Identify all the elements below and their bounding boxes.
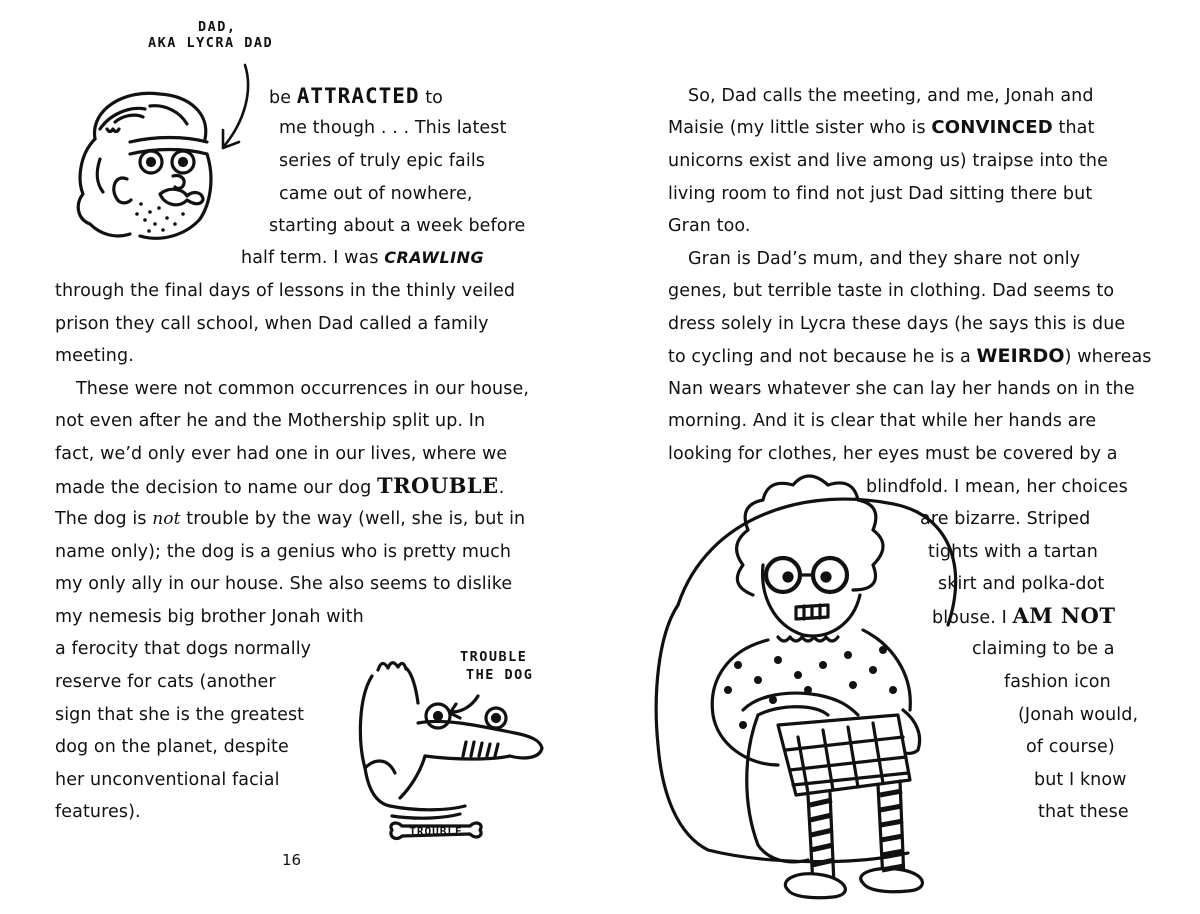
dog-illustration (350, 648, 550, 848)
right-line-5: Gran too. (668, 216, 751, 236)
left-line-6: half term. I was CRAWLING (241, 248, 485, 268)
right-line-1: So, Dad calls the meeting, and me, Jonah and (688, 86, 1094, 106)
left-line-21: dog on the planet, despite (55, 737, 289, 757)
dog-caption-line1: TROUBLE (460, 649, 528, 665)
right-line-19: fashion icon (1004, 672, 1111, 692)
left-line-1: be ATTRACTED to (269, 84, 443, 108)
dog-caption-line2: THE DOG (466, 667, 534, 683)
dad-arrow-icon (215, 60, 255, 155)
left-line-11: not even after he and the Mothership split up. In (55, 411, 486, 431)
left-line-10: These were not common occurrences in our house, (76, 379, 529, 399)
left-line-13: made the decision to name our dog TROUBLE. (55, 473, 505, 498)
right-line-7: genes, but terrible taste in clothing. Dad seems to (668, 281, 1115, 301)
right-line-23: that these (1038, 802, 1129, 822)
left-line-5: starting about a week before (269, 216, 526, 236)
right-line-3: unicorns exist and live among us) traipse into the (668, 151, 1108, 171)
left-line-15: name only); the dog is a genius who is pretty much (55, 542, 512, 562)
convinced-emphasis: CONVINCED (931, 117, 1053, 138)
right-line-13: blindfold. I mean, her choices (866, 477, 1128, 497)
collar-tag-text: TROUBLE (409, 825, 463, 838)
right-line-10: Nan wears whatever she can lay her hands on in the (668, 379, 1135, 399)
attracted-emphasis: ATTRACTED (296, 84, 420, 108)
left-line-4: came out of nowhere, (279, 184, 473, 204)
right-line-12: looking for clothes, her eyes must be covered by a (668, 444, 1118, 464)
trouble-emphasis: TROUBLE (376, 473, 499, 498)
not-emphasis: not (152, 509, 181, 529)
left-line-14: The dog is not trouble by the way (well, she is, but in (55, 509, 526, 529)
left-line-23: features). (55, 802, 141, 822)
right-line-21: of course) (1026, 737, 1115, 757)
left-line-20: sign that she is the greatest (55, 705, 305, 725)
left-line-12: fact, we’d only ever had one in our lives, where we (55, 444, 508, 464)
right-line-2: Maisie (my little sister who is CONVINCED that (668, 117, 1095, 138)
right-line-16: skirt and polka-dot (938, 574, 1105, 594)
crawling-emphasis: CRAWLING (384, 248, 485, 267)
left-line-22: her unconventional facial (55, 770, 280, 790)
left-line-18: a ferocity that dogs normally (55, 639, 312, 659)
right-line-18: claiming to be a (972, 639, 1115, 659)
right-line-4: living room to find not just Dad sitting there but (668, 184, 1093, 204)
right-line-22: but I know (1034, 770, 1127, 790)
gran-illustration (648, 475, 988, 895)
left-line-8: prison they call school, when Dad called a family (55, 314, 489, 334)
right-line-17: blouse. I AM NOT (932, 603, 1116, 628)
right-line-11: morning. And it is clear that while her hands are (668, 411, 1097, 431)
left-line-9: meeting. (55, 346, 134, 366)
page-number: 16 (282, 851, 302, 869)
dad-caption-line2: AKA LYCRA DAD (148, 35, 274, 51)
right-page (600, 0, 1200, 914)
right-line-6: Gran is Dad’s mum, and they share not only (688, 249, 1081, 269)
right-line-14: are bizarre. Striped (920, 509, 1091, 529)
left-line-2: me though . . . This latest (279, 118, 507, 138)
am-not-emphasis: AM NOT (1012, 603, 1116, 628)
right-line-15: tights with a tartan (928, 542, 1098, 562)
left-line-17: my nemesis big brother Jonah with (55, 607, 364, 627)
right-line-20: (Jonah would, (1018, 705, 1139, 725)
left-line-19: reserve for cats (another (55, 672, 276, 692)
weirdo-emphasis: WEIRDO (976, 345, 1065, 367)
right-line-9: to cycling and not because he is a WEIRDO) whereas (668, 345, 1152, 367)
left-line-7: through the final days of lessons in the thinly veiled (55, 281, 516, 301)
right-line-8: dress solely in Lycra these days (he says this is due (668, 314, 1126, 334)
left-line-3: series of truly epic fails (279, 151, 485, 171)
left-line-16: my only ally in our house. She also seems to dislike (55, 574, 513, 594)
dad-caption-line1: DAD, (198, 19, 237, 35)
